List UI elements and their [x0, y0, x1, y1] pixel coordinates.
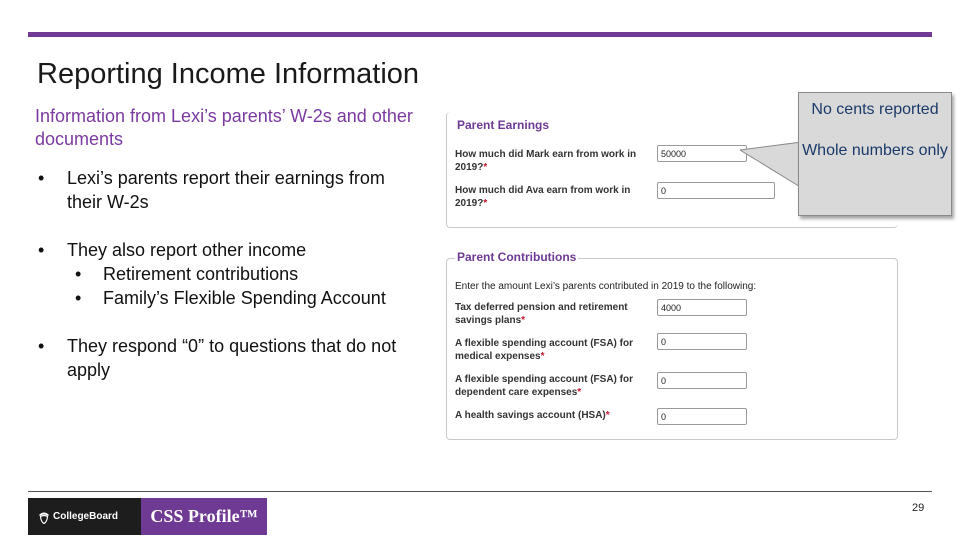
bullet-item: • They also report other income — [36, 238, 416, 262]
page-number: 29 — [912, 502, 925, 514]
parent-earnings-legend: Parent Earnings — [457, 118, 550, 132]
sub-bullet-item: • Retirement contributions — [36, 262, 416, 286]
slide-title: Reporting Income Information — [37, 58, 420, 90]
top-accent-rule — [28, 32, 932, 37]
mark-earnings-input[interactable] — [657, 145, 747, 162]
css-profile-logo: CSS Profile™ — [141, 498, 267, 535]
contributions-intro: Enter the amount Lexi’s parents contributed in 2019 to the following: — [455, 281, 757, 292]
bullet-item: • They respond “0” to questions that do not apply — [36, 334, 416, 382]
fsa-medical-label: A flexible spending account (FSA) for medical expenses* — [455, 338, 633, 362]
slide-subtitle: Information from Lexi’s parents’ W-2s and other documents — [35, 106, 413, 149]
fsa-dependent-input[interactable] — [657, 372, 747, 389]
hsa-label: A health savings account (HSA)* — [455, 410, 610, 421]
footer-rule — [28, 491, 932, 492]
mark-earnings-label: How much did Mark earn from work in 2019?* — [455, 149, 637, 173]
bullet-item: • Lexi’s parents report their earnings from their W-2s — [36, 166, 416, 214]
bullet-list — [36, 166, 416, 406]
ava-earnings-label: How much did Ava earn from work in 2019?* — [455, 185, 631, 209]
callout-pointer — [740, 140, 804, 190]
callout-line-whole-numbers: Whole numbers only — [802, 142, 948, 159]
fsa-medical-input[interactable] — [657, 333, 747, 350]
callout-line-cents: No cents reported — [811, 101, 939, 118]
fsa-dependent-label: A flexible spending account (FSA) for dependent care expenses* — [455, 374, 633, 398]
college-board-logo — [28, 498, 141, 535]
bullet-group — [36, 238, 416, 310]
callout-box — [798, 92, 952, 216]
retirement-input[interactable] — [657, 299, 747, 316]
college-board-logo-text: CollegeBoard — [53, 511, 119, 522]
acorn-icon — [38, 510, 50, 524]
sub-bullet-item: • Family’s Flexible Spending Account — [36, 286, 416, 310]
parent-contributions-legend: Parent Contributions — [457, 250, 577, 264]
hsa-input[interactable] — [657, 408, 747, 425]
parent-contributions-panel — [446, 250, 898, 440]
retirement-label: Tax deferred pension and retirement savings plans* — [455, 302, 628, 326]
